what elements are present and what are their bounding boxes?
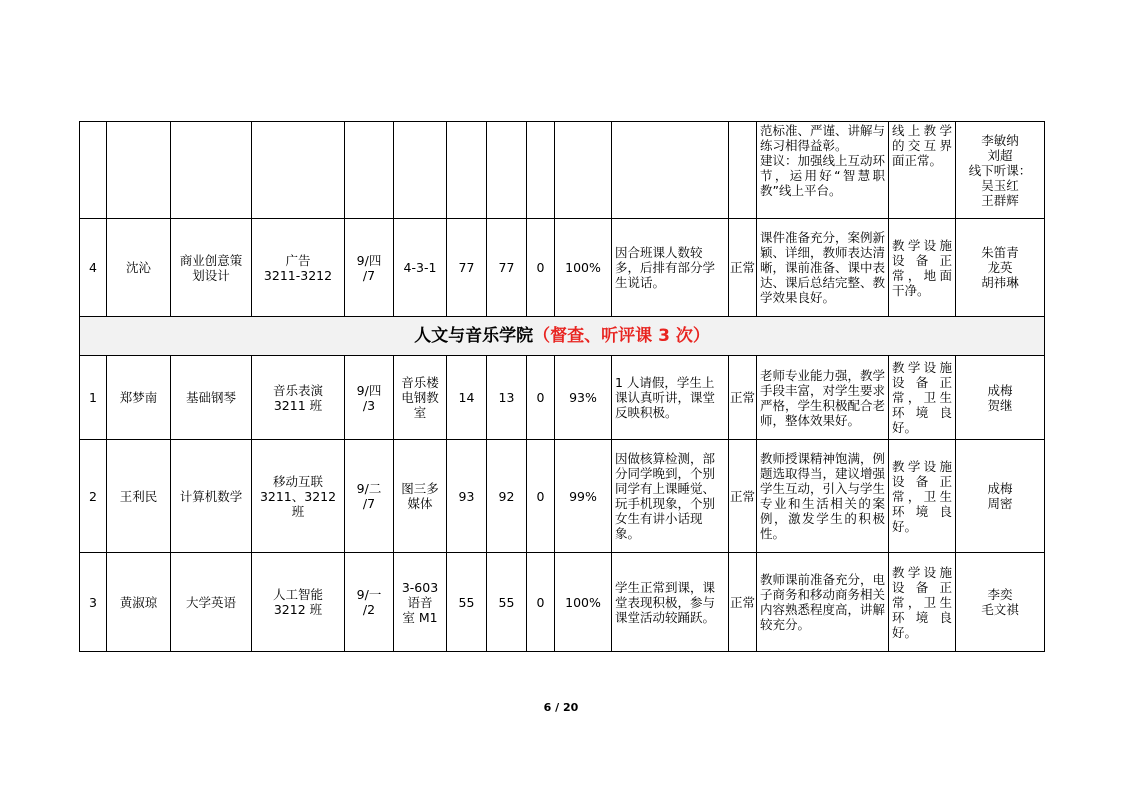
class-time: 9/四 /7 (345, 219, 394, 317)
section-title: 人文与音乐学院 (414, 325, 534, 346)
attendance-rate: 100% (555, 219, 612, 317)
facility-status: 教学设施设备正常，卫生环境良好。 (889, 356, 956, 440)
enrolled-count: 55 (447, 553, 487, 652)
present-count: 13 (487, 356, 527, 440)
classroom: 4-3-1 (394, 219, 447, 317)
student-note: 学生正常到课，课堂表现积极，参与课堂活动较踊跃。 (612, 553, 729, 652)
teaching-evaluation: 教师课前准备充分，电子商务和移动商务相关内容熟悉程度高，讲解较充分。 (757, 553, 889, 652)
facility-status: 教学设施设备正常，卫生环境良好。 (889, 440, 956, 553)
order-status: 正常 (729, 219, 757, 317)
enrolled-count: 14 (447, 356, 487, 440)
class-time (345, 122, 394, 219)
enrolled-count: 77 (447, 219, 487, 317)
course-name: 商业创意策划设计 (171, 219, 252, 317)
row-number: 1 (80, 356, 107, 440)
order-status: 正常 (729, 440, 757, 553)
present-count: 92 (487, 440, 527, 553)
absent-count: 0 (527, 553, 555, 652)
table-row (80, 219, 1045, 317)
class-name: 人工智能 3212 班 (252, 553, 345, 652)
classroom: 图三多媒体 (394, 440, 447, 553)
teacher-name (107, 122, 171, 219)
present-count: 55 (487, 553, 527, 652)
order-status: 正常 (729, 553, 757, 652)
attendance-rate: 93% (555, 356, 612, 440)
inspectors: 李敏纳 刘超 线下听课： 吴玉红 王群辉 (956, 122, 1045, 219)
enrolled-count (447, 122, 487, 219)
teaching-evaluation: 教师授课精神饱满，例题选取得当，建议增强学生互动，引入与学生专业和生活相关的案例，激发学生的积极性。 (757, 440, 889, 553)
inspectors: 成梅 贺继 (956, 356, 1045, 440)
section-note: （督查、听评课 3 次） (533, 325, 710, 346)
absent-count (527, 122, 555, 219)
class-name: 广告 3211-3212 (252, 219, 345, 317)
teacher-name: 王利民 (107, 440, 171, 553)
student-note (612, 122, 729, 219)
page-number: 6 / 20 (543, 701, 579, 714)
course-name: 基础钢琴 (171, 356, 252, 440)
attendance-rate (555, 122, 612, 219)
row-number: 2 (80, 440, 107, 553)
inspectors: 朱笛青 龙英 胡祎琳 (956, 219, 1045, 317)
inspectors: 成梅 周密 (956, 440, 1045, 553)
table-row (80, 122, 1045, 219)
student-note: 1 人请假，学生上课认真听讲，课堂反映积极。 (612, 356, 729, 440)
facility-status: 教学设施设备正常，地面干净。 (889, 219, 956, 317)
enrolled-count: 93 (447, 440, 487, 553)
teacher-name: 黄淑琼 (107, 553, 171, 652)
classroom: 3-603 语音 室 M1 (394, 553, 447, 652)
course-name: 计算机数学 (171, 440, 252, 553)
absent-count: 0 (527, 440, 555, 553)
teaching-evaluation: 范标准、严谨、讲解与练习相得益彰。 建议：加强线上互动环节，运用好“智慧职教”线上平台。 (757, 122, 889, 219)
table-row (80, 356, 1045, 440)
row-number: 3 (80, 553, 107, 652)
teaching-evaluation: 老师专业能力强，教学手段丰富，对学生要求严格，学生积极配合老师，整体效果好。 (757, 356, 889, 440)
absent-count: 0 (527, 219, 555, 317)
teacher-name: 郑梦南 (107, 356, 171, 440)
inspectors: 李奕 毛文祺 (956, 553, 1045, 652)
row-number: 4 (80, 219, 107, 317)
order-status (729, 122, 757, 219)
facility-status: 线上教学的交互界面正常。 (889, 122, 956, 219)
table-row (80, 553, 1045, 652)
class-time: 9/二 /7 (345, 440, 394, 553)
course-name (171, 122, 252, 219)
teaching-evaluation: 课件准备充分，案例新颖、详细，教师表达清晰，课前准备、课中表达、课后总结完整、教学效果良好。 (757, 219, 889, 317)
class-name: 音乐表演 3211 班 (252, 356, 345, 440)
class-time: 9/一 /2 (345, 553, 394, 652)
facility-status: 教学设施设备正常，卫生环境良好。 (889, 553, 956, 652)
section-header (80, 317, 1045, 356)
present-count: 77 (487, 219, 527, 317)
teacher-name: 沈沁 (107, 219, 171, 317)
order-status: 正常 (729, 356, 757, 440)
class-name (252, 122, 345, 219)
student-note: 因做核算检测，部分同学晚到，个别同学有上课睡觉、玩手机现象，个别女生有讲小话现象。 (612, 440, 729, 553)
classroom: 音乐楼电钢教室 (394, 356, 447, 440)
row-number (80, 122, 107, 219)
classroom (394, 122, 447, 219)
class-name: 移动互联 3211、3212 班 (252, 440, 345, 553)
attendance-rate: 99% (555, 440, 612, 553)
student-note: 因合班课人数较多，后排有部分学生说话。 (612, 219, 729, 317)
inspection-table (79, 121, 1045, 652)
absent-count: 0 (527, 356, 555, 440)
table-row (80, 440, 1045, 553)
attendance-rate: 100% (555, 553, 612, 652)
present-count (487, 122, 527, 219)
class-time: 9/四 /3 (345, 356, 394, 440)
course-name: 大学英语 (171, 553, 252, 652)
section-header-row (80, 317, 1045, 356)
